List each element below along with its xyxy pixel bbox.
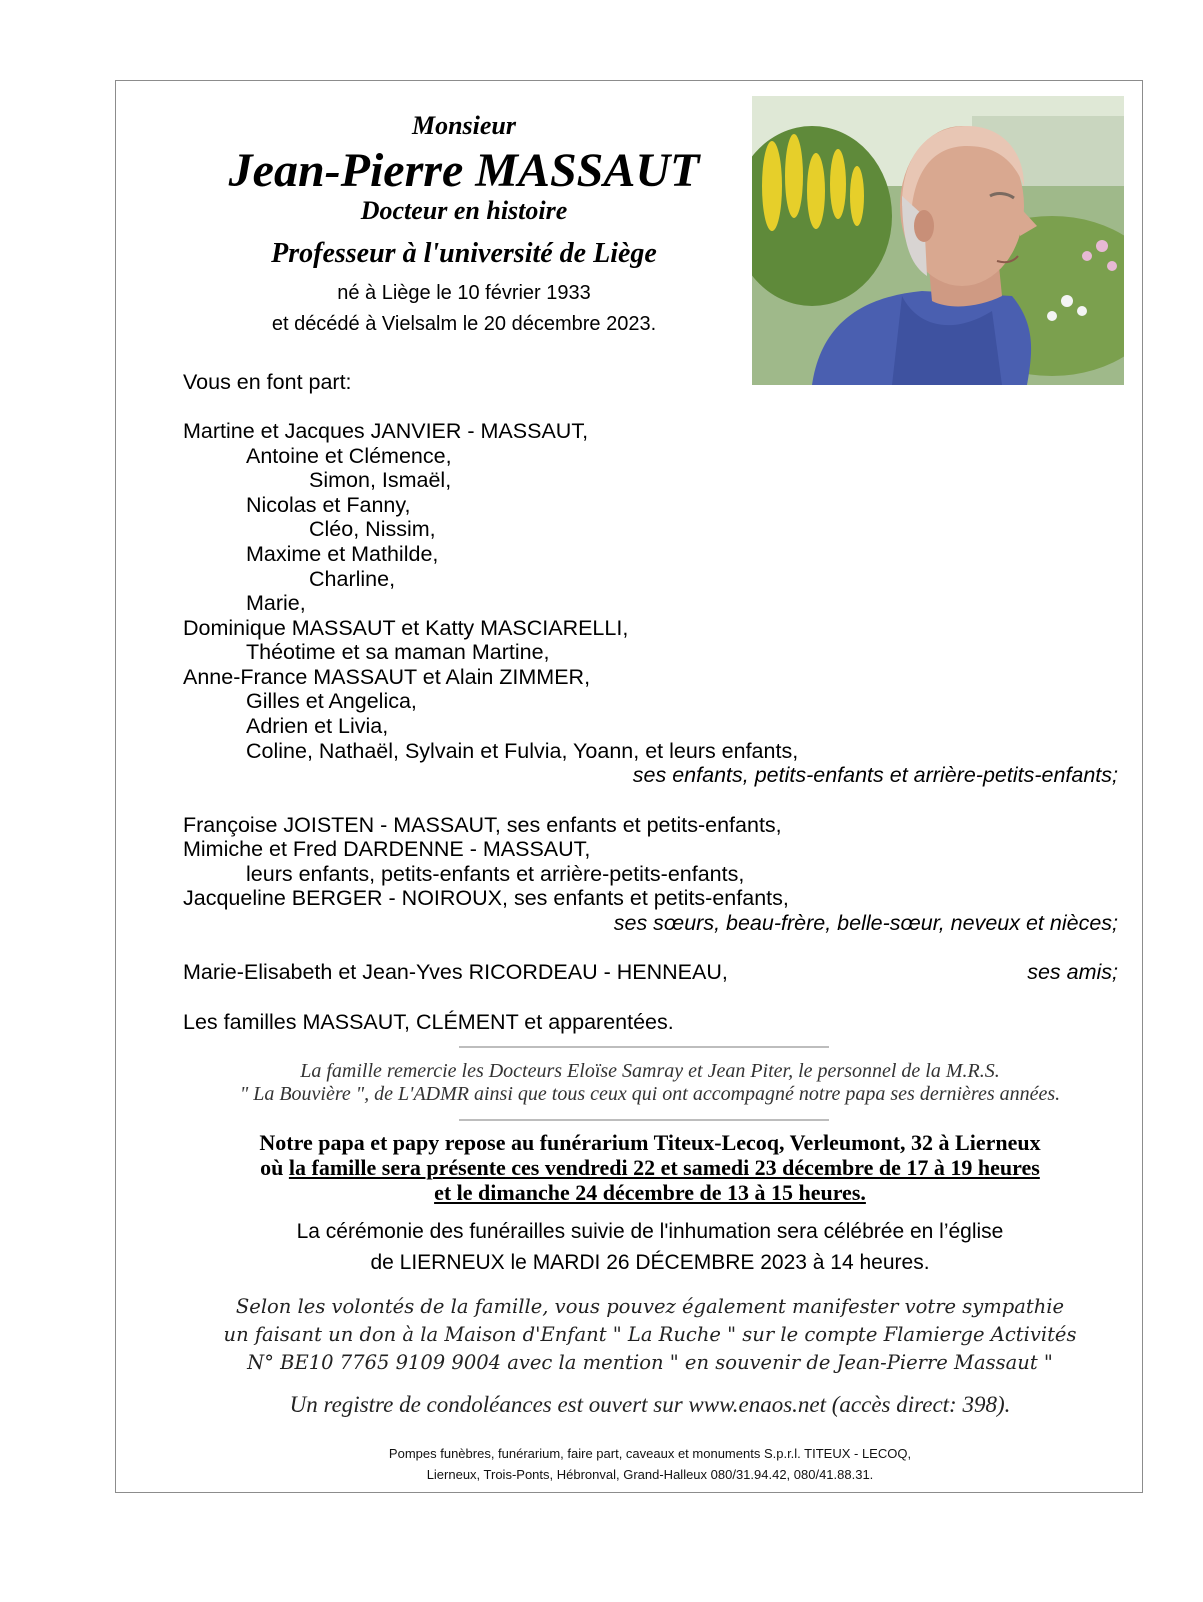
thanks-line: " La Bouvière ", de L'ADMR ainsi que tous ceux qui ont accompagné notre papa ses dernières années. bbox=[239, 1083, 1061, 1105]
relation-label: ses sœurs, beau-frère, belle-sœur, neveux et nièces; bbox=[613, 911, 1118, 935]
divider bbox=[459, 1119, 829, 1121]
family-line: Théotime et sa maman Martine, bbox=[246, 640, 550, 664]
visit-line bbox=[130, 1180, 1170, 1206]
ceremony-line: La cérémonie des funérailles suivie de l'inhumation sera célébrée en l’église bbox=[296, 1220, 1004, 1243]
footer-line: Pompes funèbres, funérarium, faire part, caveaux et monuments S.p.r.l. TITEUX - LECOQ, bbox=[388, 1446, 912, 1461]
family-line: Simon, Ismaël, bbox=[309, 468, 452, 492]
visit-times: et le dimanche 24 décembre de 13 à 15 heures. bbox=[434, 1180, 866, 1205]
thanks-line: La famille remercie les Docteurs Eloïse Samray et Jean Piter, le personnel de la M.R.S. bbox=[300, 1060, 1000, 1082]
visit-times: la famille sera présente ces vendredi 22 et samedi 23 décembre de 17 à 19 heures bbox=[288, 1155, 1040, 1180]
family-line: Cléo, Nissim, bbox=[309, 517, 436, 541]
family-line: Nicolas et Fanny, bbox=[246, 493, 411, 517]
degree: Docteur en histoire bbox=[360, 196, 568, 225]
family-line: Anne-France MASSAUT et Alain ZIMMER, bbox=[183, 665, 591, 689]
donation-line: Selon les volontés de la famille, vous pouvez également manifester votre sympathie bbox=[235, 1295, 1065, 1318]
family-line: Mimiche et Fred DARDENNE - MASSAUT, bbox=[183, 837, 591, 861]
intro-line: Vous en font part: bbox=[183, 370, 352, 394]
family-line: Jacqueline BERGER - NOIROUX, ses enfants et petits-enfants, bbox=[183, 886, 789, 910]
family-line: Antoine et Clémence, bbox=[246, 444, 452, 468]
title-prefix: Monsieur bbox=[411, 111, 517, 140]
visit-line bbox=[130, 1155, 1170, 1181]
family-line: Dominique MASSAUT et Katty MASCIARELLI, bbox=[183, 616, 629, 640]
family-line: Marie-Elisabeth et Jean-Yves RICORDEAU - HENNEAU, bbox=[183, 960, 728, 984]
donation-line: un faisant un don à la Maison d'Enfant " La Ruche " sur le compte Flamierge Activités bbox=[223, 1323, 1077, 1346]
birth-line: né à Liège le 10 février 1933 bbox=[337, 282, 591, 304]
position: Professeur à l'université de Liège bbox=[271, 238, 657, 269]
condolence-register: Un registre de condoléances est ouvert sur www.enaos.net (accès direct: 398). bbox=[289, 1392, 1011, 1417]
family-line: Gilles et Angelica, bbox=[246, 689, 417, 713]
family-line: Martine et Jacques JANVIER - MASSAUT, bbox=[183, 419, 589, 443]
deceased-name: Jean-Pierre MASSAUT bbox=[228, 144, 700, 197]
family-line: Adrien et Livia, bbox=[246, 714, 389, 738]
visit-prefix: où bbox=[260, 1155, 289, 1180]
donation-line: N° BE10 7765 9109 9004 avec la mention " en souvenir de Jean-Pierre Massaut " bbox=[247, 1351, 1053, 1374]
death-line: et décédé à Vielsalm le 20 décembre 2023. bbox=[271, 313, 657, 335]
family-line: Françoise JOISTEN - MASSAUT, ses enfants et petits-enfants, bbox=[183, 813, 782, 837]
ceremony-line: de LIERNEUX le MARDI 26 DÉCEMBRE 2023 à 14 heures. bbox=[370, 1251, 930, 1274]
family-line: Maxime et Mathilde, bbox=[246, 542, 439, 566]
footer-line: Lierneux, Trois-Ponts, Hébronval, Grand-Halleux 080/31.94.42, 080/41.88.31. bbox=[426, 1467, 874, 1482]
family-line: Coline, Nathaël, Sylvain et Fulvia, Yoann, et leurs enfants, bbox=[246, 739, 799, 763]
relation-label: ses enfants, petits-enfants et arrière-petits-enfants; bbox=[632, 763, 1118, 787]
portrait-photo bbox=[752, 96, 1124, 385]
family-line: Marie, bbox=[246, 591, 306, 615]
rest-line: Notre papa et papy repose au funérarium Titeux-Lecoq, Verleumont, 32 à Lierneux bbox=[259, 1130, 1041, 1155]
relation-label: ses amis; bbox=[1027, 960, 1118, 984]
family-line: Charline, bbox=[309, 567, 396, 591]
families-line: Les familles MASSAUT, CLÉMENT et apparentées. bbox=[183, 1010, 674, 1034]
portrait-illustration bbox=[752, 96, 1124, 385]
divider bbox=[459, 1046, 829, 1048]
family-line: leurs enfants, petits-enfants et arrière-petits-enfants, bbox=[246, 862, 745, 886]
